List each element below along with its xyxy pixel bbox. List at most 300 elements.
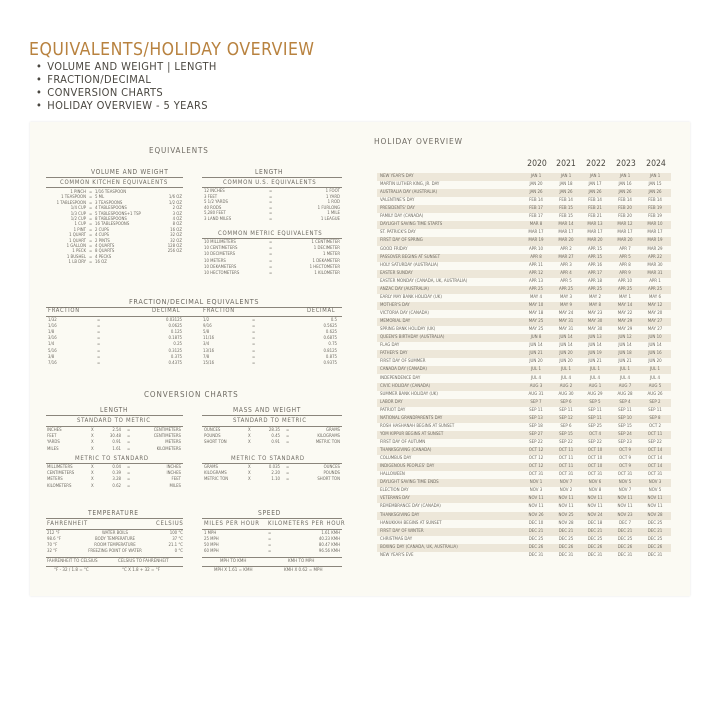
- table-cell: 0.4375: [168, 360, 182, 366]
- holiday-name: FATHER'S DAY: [380, 351, 408, 357]
- holiday-date: FEB 14: [529, 198, 543, 204]
- holiday-date: JUL 1: [530, 367, 542, 373]
- table-cell: GRAMS: [204, 465, 218, 470]
- table-cell: 1 MPH: [204, 531, 217, 536]
- holiday-date: JUL 1: [619, 367, 631, 373]
- divider: [202, 557, 342, 558]
- holiday-date: OCT 14: [647, 456, 663, 462]
- table-cell: FREEZING POINT OF WATER: [88, 549, 142, 554]
- holiday-date: JUN 21: [588, 359, 602, 365]
- holiday-date: JUL 4: [589, 375, 601, 381]
- table-cell: OUNCES: [204, 428, 221, 433]
- holiday-name: FIRST DAY OF SUMMER: [380, 359, 426, 365]
- holiday-row: [377, 512, 671, 520]
- holiday-row: [377, 254, 671, 262]
- table-cell: X: [248, 465, 251, 470]
- holiday-name: HALLOWEEN: [380, 472, 405, 478]
- table-cell: =: [269, 200, 273, 206]
- divider: [202, 238, 342, 239]
- holiday-date: DEC 25: [587, 536, 603, 542]
- table-cell: KILOMETERS: [47, 483, 72, 489]
- table-cell: 2 OZ: [172, 206, 182, 212]
- holiday-date: JUN 14: [529, 343, 543, 349]
- holiday-row: [377, 181, 671, 189]
- holiday-date: MAR 14: [558, 222, 574, 228]
- table-cell: FEET: [47, 434, 57, 440]
- holiday-date: NOV 25: [558, 512, 574, 518]
- holiday-date: MAR 8: [529, 222, 543, 228]
- holiday-row: [377, 528, 671, 536]
- table-cell: =: [269, 264, 273, 270]
- table-cell: CENTIMETERS: [153, 434, 181, 440]
- table-cell: 1 TABLESPOON: [56, 200, 86, 206]
- divider: [202, 415, 342, 416]
- holiday-date: OCT 12: [528, 448, 544, 454]
- table-cell: X: [91, 483, 94, 489]
- holiday-date: OCT 4: [588, 431, 602, 437]
- holiday-row: [377, 270, 671, 278]
- holiday-name: PRESIDENTS' DAY: [380, 206, 415, 212]
- holiday-date: SEP 6: [560, 399, 572, 405]
- table-cell: =: [252, 360, 256, 366]
- holiday-name: INDIGENOUS PEOPLES' DAY: [380, 464, 435, 470]
- table-cell: 0.62: [112, 483, 121, 489]
- holiday-date: JAN 1: [589, 174, 601, 179]
- holiday-date: OCT 31: [558, 472, 574, 478]
- holiday-date: MAY 22: [617, 311, 633, 317]
- table-cell: 12 INCHES: [204, 189, 225, 194]
- table-cell: 5 1/2 YARDS: [204, 200, 228, 206]
- divider: [46, 518, 183, 519]
- kmh-to-mph-label: KMH TO MPH: [288, 559, 315, 564]
- holiday-date: SEP 22: [648, 439, 662, 445]
- holiday-date: APR 5: [619, 254, 631, 260]
- holiday-date: JUN 19: [588, 351, 602, 357]
- divider: [46, 426, 183, 427]
- holiday-date: SEP 11: [529, 407, 543, 413]
- holiday-row: [377, 294, 671, 302]
- divider: [46, 307, 342, 308]
- table-cell: =: [89, 217, 93, 222]
- holiday-date: DEC 31: [587, 552, 603, 558]
- table-cell: 1 QUART: [69, 238, 86, 244]
- holiday-name: THANKSGIVING (CANADA): [380, 448, 432, 454]
- holiday-date: OCT 12: [528, 464, 544, 470]
- table-cell: 3.28: [112, 477, 121, 483]
- holiday-row: [377, 342, 671, 350]
- table-cell: 4 QUARTS: [95, 244, 115, 249]
- table-cell: 10 DEKAMETERS: [204, 264, 237, 270]
- table-cell: 32 OZ: [170, 233, 182, 239]
- table-cell: =: [252, 354, 256, 360]
- table-cell: =: [89, 195, 93, 201]
- table-cell: 0.5625: [323, 324, 337, 330]
- table-cell: 1 BUSHEL: [66, 254, 86, 260]
- table-cell: 3 OZ: [172, 211, 182, 217]
- table-cell: 1 PINT: [73, 227, 86, 233]
- holiday-date: JUN 14: [559, 335, 573, 341]
- table-cell: WATER BOILS: [102, 531, 128, 536]
- table-cell: POUNDS: [323, 471, 340, 477]
- holiday-date: DEC 31: [647, 552, 663, 558]
- holiday-date: MAY 24: [558, 311, 574, 317]
- holiday-date: SEP 22: [588, 439, 602, 445]
- holiday-date: NOV 7: [618, 488, 632, 494]
- holiday-date: JUN 20: [559, 359, 573, 365]
- table-cell: 1 DECIMETER: [313, 246, 340, 252]
- holiday-row: [377, 318, 671, 326]
- page-title: EQUIVALENTS/HOLIDAY OVERVIEW: [29, 40, 315, 60]
- table-cell: 0.45: [271, 434, 280, 440]
- holiday-date: JAN 20: [529, 182, 543, 188]
- holiday-date: SEP 13: [529, 415, 543, 421]
- table-cell: 60 MPH: [204, 549, 219, 554]
- holiday-date: MAR 19: [647, 238, 663, 244]
- holiday-date: MAR 17: [528, 230, 544, 236]
- holiday-date: APR 25: [587, 286, 603, 292]
- table-cell: 1/6 OZ: [168, 195, 182, 201]
- holiday-date: FEB 21: [588, 214, 602, 220]
- holiday-date: MAY 10: [528, 302, 544, 308]
- divider: [46, 557, 183, 558]
- holiday-date: JUL 1: [589, 367, 601, 373]
- holiday-name: COLUMBUS DAY: [380, 456, 412, 462]
- holiday-date: APR 7: [619, 246, 631, 252]
- holiday-date: APR 11: [528, 262, 544, 268]
- table-cell: 1 HECTOMETER: [309, 264, 340, 270]
- feature-list: [36, 61, 217, 113]
- table-cell: =: [269, 217, 273, 222]
- holiday-name: EASTER SUNDAY: [380, 270, 413, 276]
- equivalents-heading: EQUIVALENTS: [149, 146, 209, 155]
- table-cell: METERS: [165, 440, 181, 446]
- table-cell: =: [89, 238, 93, 244]
- holiday-date: APR 17: [587, 270, 603, 276]
- holiday-row: [377, 383, 671, 391]
- table-cell: 1/4 CUP: [70, 206, 86, 212]
- holiday-name: DAYLIGHT SAVING TIME STARTS: [380, 222, 443, 228]
- holiday-row: [377, 407, 671, 415]
- table-cell: 30.48: [109, 434, 121, 440]
- holiday-date: APR 15: [587, 254, 603, 260]
- holiday-date: APR 8: [530, 254, 542, 260]
- holiday-date: JUN 14: [588, 343, 602, 349]
- table-cell: 1 QUART: [69, 233, 86, 239]
- us-subheading: COMMON U.S. EQUIVALENTS: [223, 179, 317, 186]
- table-cell: 5/16: [48, 348, 57, 354]
- table-cell: 0.3125: [168, 348, 182, 354]
- year-header: 2022: [586, 159, 606, 169]
- holiday-name: GOOD FRIDAY: [380, 246, 408, 252]
- holiday-date: OCT 14: [647, 464, 663, 470]
- holiday-name: ANZAC DAY (AUSTRALIA): [380, 286, 429, 292]
- holiday-date: FEB 19: [648, 206, 662, 212]
- holiday-date: JUN 13: [588, 335, 602, 341]
- holiday-row: [377, 213, 671, 221]
- table-cell: =: [127, 465, 131, 470]
- table-cell: X: [248, 477, 251, 483]
- holiday-date: JAN 17: [588, 182, 602, 188]
- holiday-date: NOV 11: [558, 496, 574, 502]
- table-cell: =: [89, 233, 93, 239]
- holiday-date: MAY 25: [528, 327, 544, 333]
- holiday-date: SEP 15: [618, 423, 632, 429]
- year-header: 2020: [527, 159, 547, 169]
- holiday-date: SEP 10: [618, 415, 632, 421]
- table-cell: X: [248, 471, 251, 477]
- holiday-date: AUG 30: [558, 391, 574, 397]
- holiday-name: BOXING DAY (CANADA, UK, AUSTRALIA): [380, 544, 458, 550]
- table-cell: =: [252, 342, 256, 348]
- holiday-name: THANKSGIVING DAY: [380, 512, 420, 518]
- holiday-date: AUG 1: [588, 383, 602, 389]
- table-cell: 1.10: [271, 477, 280, 483]
- holiday-date: SEP 2: [649, 399, 661, 405]
- holiday-date: APR 8: [619, 262, 631, 268]
- table-cell: 32 OZ: [170, 238, 182, 244]
- holiday-row: [377, 399, 671, 407]
- table-cell: 0.8125: [323, 348, 337, 354]
- divider: [46, 566, 183, 567]
- holiday-row: [377, 487, 671, 495]
- holiday-date: SEP 5: [589, 399, 601, 405]
- std-metric-subheading: STANDARD TO METRIC: [233, 417, 307, 424]
- divider: [202, 518, 342, 519]
- holiday-date: FEB 14: [648, 198, 662, 204]
- holiday-date: SEP 6: [560, 423, 572, 429]
- holiday-date: DEC 21: [587, 528, 603, 534]
- holiday-date: MAY 20: [647, 311, 663, 317]
- holiday-date: APR 12: [528, 270, 544, 276]
- table-cell: BODY TEMPERATURE: [95, 537, 135, 542]
- holiday-date: MAR 27: [558, 254, 574, 260]
- table-cell: 1/32: [48, 318, 57, 323]
- length-conv-heading: LENGTH: [100, 406, 129, 414]
- holiday-date: APR 10: [617, 278, 633, 284]
- table-cell: INCHES: [166, 471, 181, 477]
- holiday-date: NOV 6: [588, 480, 602, 486]
- holiday-date: SEP 23: [618, 439, 632, 445]
- holiday-date: NOV 3: [529, 488, 543, 494]
- holiday-date: MAR 13: [587, 222, 603, 228]
- holiday-date: JUN 21: [529, 351, 543, 357]
- table-cell: 28.35: [268, 428, 280, 433]
- decimal-col: DECIMAL: [307, 308, 336, 314]
- holiday-date: SEP 22: [559, 439, 573, 445]
- holiday-date: OCT 2: [648, 423, 662, 429]
- holiday-date: DEC 21: [558, 528, 574, 534]
- c-to-f-formula: °C X 1.8 + 32 = °F: [122, 568, 161, 573]
- holiday-date: FEB 17: [529, 214, 543, 220]
- table-cell: =: [89, 260, 93, 266]
- year-header: 2023: [616, 159, 636, 169]
- table-cell: =: [286, 440, 290, 446]
- holiday-row: [377, 246, 671, 254]
- year-header: 2024: [646, 159, 666, 169]
- f-to-c-label: FAHRENHEIT TO CELSIUS: [47, 559, 98, 564]
- table-cell: 4 TABLESPOONS: [95, 206, 127, 212]
- divider: [46, 463, 183, 464]
- table-cell: =: [252, 324, 256, 330]
- holiday-date: FEB 14: [588, 198, 602, 204]
- holiday-row: [377, 197, 671, 205]
- holiday-date: JUL 4: [530, 375, 542, 381]
- holiday-date: OCT 31: [647, 472, 663, 478]
- holiday-name: YOM KIPPUR BEGINS AT SUNSET: [380, 431, 444, 437]
- holiday-row: [377, 415, 671, 423]
- holiday-date: AUG 29: [587, 391, 603, 397]
- holiday-date: APR 5: [560, 278, 572, 284]
- holiday-row: [377, 302, 671, 310]
- kmh-to-mph-formula: KMH X 0.62 = MPH: [284, 568, 323, 573]
- holiday-date: AUG 28: [617, 391, 633, 397]
- table-cell: 0.39: [112, 471, 121, 477]
- holiday-date: JUN 20: [529, 359, 543, 365]
- table-cell: 1 TEASPOON: [61, 195, 86, 201]
- holiday-row: [377, 229, 671, 237]
- holiday-date: MAR 17: [617, 230, 633, 236]
- holiday-date: FEB 14: [559, 198, 573, 204]
- holiday-date: SEP 11: [559, 407, 573, 413]
- holiday-date: NOV 2: [559, 488, 573, 494]
- table-cell: =: [269, 252, 273, 258]
- table-cell: 1/2 OZ: [168, 200, 182, 206]
- table-cell: MILLIMETERS: [47, 465, 73, 470]
- holiday-row: [377, 431, 671, 439]
- table-cell: 50 MPH: [204, 543, 219, 548]
- holiday-name: INDEPENDENCE DAY: [380, 375, 421, 381]
- holiday-date: OCT 9: [618, 464, 632, 470]
- holiday-date: APR 15: [587, 246, 603, 252]
- holiday-date: MAY 14: [617, 302, 633, 308]
- holiday-row: [377, 439, 671, 447]
- table-cell: =: [286, 428, 290, 433]
- table-cell: =: [252, 330, 256, 336]
- holiday-date: SEP 15: [559, 431, 573, 437]
- holiday-name: EARLY MAY BANK HOLIDAY (UK): [380, 294, 442, 300]
- holiday-name: PASSOVER BEGINS AT SUNSET: [380, 254, 440, 260]
- table-cell: X: [91, 471, 94, 477]
- table-cell: 0.125: [170, 330, 182, 336]
- holiday-date: JUL 4: [619, 375, 631, 381]
- table-cell: MILES: [169, 483, 181, 489]
- table-cell: 4 PECKS: [95, 254, 112, 260]
- holiday-date: AUG 3: [529, 383, 543, 389]
- holiday-name: HOLY SATURDAY (AUSTRALIA): [380, 262, 439, 268]
- table-cell: =: [127, 446, 131, 452]
- table-cell: =: [269, 205, 273, 211]
- holiday-date: SEP 24: [618, 431, 632, 437]
- table-cell: KILOGRAMS: [317, 434, 340, 440]
- table-cell: 0.75: [328, 342, 337, 348]
- holiday-name: FIRST DAY OF WINTER: [380, 528, 424, 534]
- holiday-date: MAR 17: [558, 230, 574, 236]
- table-cell: 8 OZ: [172, 222, 182, 228]
- holiday-date: JAN 1: [649, 174, 661, 179]
- holiday-date: APR 10: [528, 246, 544, 252]
- holiday-date: JAN 15: [648, 182, 662, 188]
- table-cell: 98.6 °F: [47, 537, 61, 542]
- table-cell: X: [248, 434, 251, 440]
- holiday-date: MAR 10: [647, 222, 663, 228]
- holiday-name: FAMILY DAY (CANADA): [380, 214, 424, 220]
- holiday-row: [377, 391, 671, 399]
- holiday-date: JAN 26: [588, 190, 602, 196]
- table-cell: 2.54: [112, 428, 121, 433]
- holiday-row: [377, 237, 671, 245]
- table-cell: =: [89, 244, 93, 249]
- table-cell: 1.61 KMH: [321, 531, 340, 536]
- holiday-date: APR 1: [649, 278, 661, 284]
- holiday-name: ELECTION DAY: [380, 488, 409, 494]
- holiday-date: SEP 25: [588, 423, 602, 429]
- holiday-name: NATIONAL GRANDPARENTS DAY: [380, 415, 443, 421]
- holiday-date: SEP 4: [619, 399, 631, 405]
- holiday-date: NOV 28: [558, 520, 574, 526]
- holiday-date: JUN 14: [618, 343, 632, 349]
- table-cell: =: [127, 434, 131, 440]
- table-cell: X: [248, 428, 251, 433]
- holiday-date: MAR 20: [617, 238, 633, 244]
- holiday-date: JUN 20: [559, 351, 573, 357]
- holiday-row: [377, 471, 671, 479]
- holiday-date: NOV 23: [617, 512, 633, 518]
- holiday-date: AUG 5: [648, 383, 662, 389]
- holiday-row: [377, 544, 671, 552]
- table-cell: GRAMS: [326, 428, 340, 433]
- holiday-date: OCT 31: [528, 472, 544, 478]
- year-header: 2021: [556, 159, 576, 169]
- table-cell: CENTIMETERS: [47, 471, 75, 477]
- table-cell: INCHES: [166, 465, 181, 470]
- table-cell: 3 LAND MILES: [204, 217, 232, 222]
- holiday-name: NEW YEAR'S DAY: [380, 174, 414, 179]
- table-cell: =: [286, 465, 290, 470]
- table-cell: 3/8: [48, 354, 55, 360]
- holiday-date: OCT 11: [558, 448, 574, 454]
- holiday-date: DEC 26: [647, 544, 663, 550]
- table-cell: 5,280 FEET: [204, 211, 226, 217]
- holiday-date: OCT 10: [587, 448, 603, 454]
- table-cell: =: [252, 336, 256, 342]
- table-cell: 15/16: [203, 360, 215, 366]
- table-cell: 5 ML: [95, 195, 105, 201]
- holiday-date: APR 13: [528, 278, 544, 284]
- feature-item: • VOLUME AND WEIGHT | LENGTH: [36, 61, 217, 74]
- divider: [46, 187, 183, 188]
- holiday-date: FEB 15: [559, 206, 573, 212]
- holiday-name: HANUKKAH BEGINS AT SUNSET: [380, 520, 442, 526]
- table-cell: =: [286, 471, 290, 477]
- table-cell: =: [127, 440, 131, 446]
- holiday-date: MAR 12: [617, 222, 633, 228]
- holiday-date: MAY 4: [530, 294, 542, 300]
- holiday-date: DEC 25: [617, 536, 633, 542]
- table-cell: 1 MILE: [327, 211, 340, 217]
- celsius-col: CELSIUS: [156, 520, 184, 527]
- holiday-date: APR 25: [528, 286, 544, 292]
- feature-item: • FRACTION/DECIMAL: [36, 74, 217, 87]
- holiday-date: JAN 26: [559, 190, 573, 196]
- holiday-date: SEP 27: [529, 431, 543, 437]
- holiday-date: NOV 11: [647, 504, 663, 510]
- holiday-date: JAN 18: [559, 182, 573, 188]
- holiday-name: VALENTINE'S DAY: [380, 198, 415, 204]
- holiday-date: SEP 7: [530, 399, 542, 405]
- fraction-col: FRACTION: [48, 308, 80, 314]
- holiday-row: [377, 358, 671, 366]
- holiday-date: SEP 11: [648, 407, 662, 413]
